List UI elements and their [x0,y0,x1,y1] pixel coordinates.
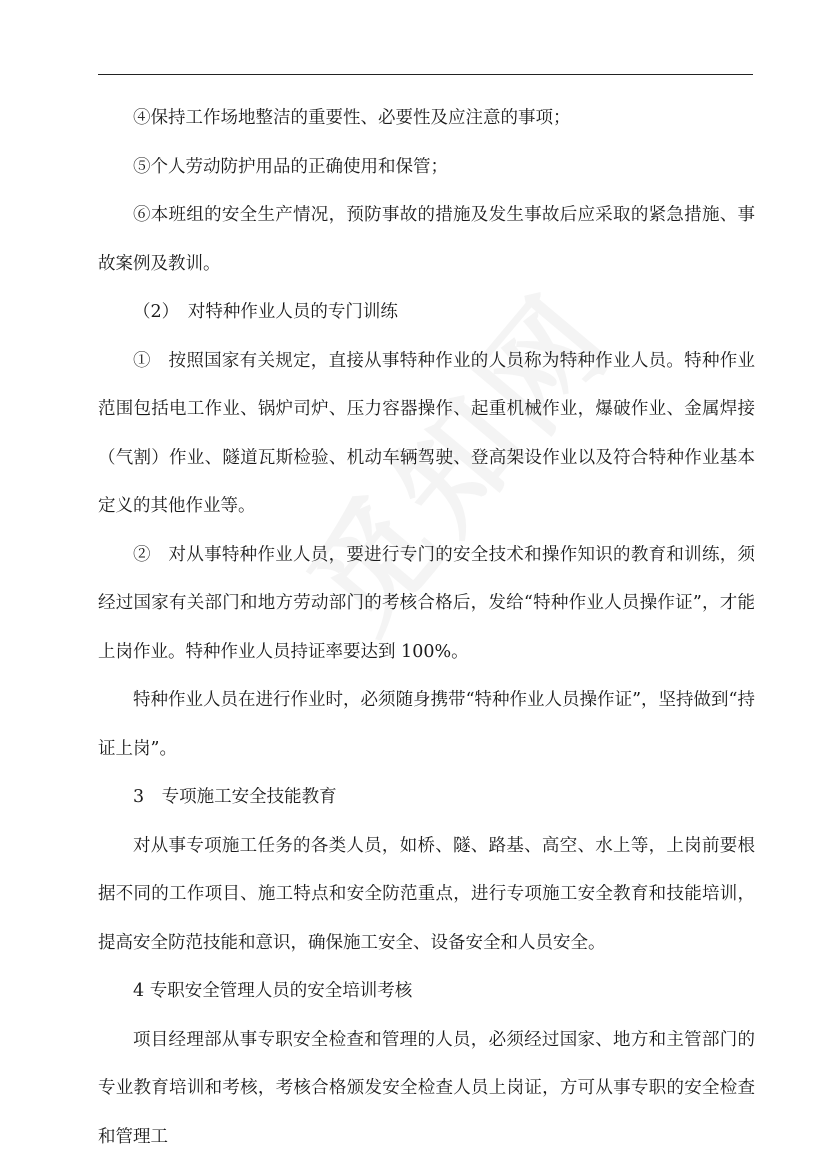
section-heading-special-ops: （2） 对特种作业人员的专门训练 [133,302,398,322]
paragraph-section-3: 对从事专项施工任务的各类人员，如桥、隧、路基、高空、水上等，上岗前要根据不同的工作项目、施工特点和安全防范重点，进行专项施工安全教育和技能培训，提高安全防范技能和意识，确保施工安全、设备安全和人员安全。 [98,835,755,953]
paragraph-special-ops-3: 特种作业人员在进行作业时，必须随身携带“特种作业人员操作证”，坚持做到“持证上岗”。 [98,690,755,759]
document-body [98,94,755,1161]
paragraph-item-6: ⑥本班组的安全生产情况，预防事故的措施及发生事故后应采取的紧急措施、事故案例及教训。 [98,205,755,274]
paragraph-section-4: 项目经理部从事专职安全检查和管理的人员，必须经过国家、地方和主管部门的专业教育培训和考核，考核合格颁发安全检查人员上岗证，方可从事专职的安全检查和管理工 [98,1029,755,1147]
section-heading-4: 4 专职安全管理人员的安全培训考核 [133,981,413,1001]
section-heading-3: 3 专项施工安全技能教育 [133,787,337,807]
header-rule [98,74,753,75]
paragraph-item-5: ⑤个人劳动防护用品的正确使用和保管； [133,156,448,177]
paragraph-item-4: ④保持工作场地整洁的重要性、必要性及应注意的事项； [133,108,571,128]
paragraph-special-ops-1: ① 按照国家有关规定，直接从事特种作业的人员称为特种作业人员。特种作业范围包括电工作业、锅炉司炉、压力容器操作、起重机械作业，爆破作业、金属焊接（气割）作业、隧道瓦斯检验、机动车辆驾驶、登高架设作业以及符合特种作业基本定义的其他作业等。 [98,350,755,516]
paragraph-special-ops-2: ② 对从事特种作业人员，要进行专门的安全技术和操作知识的教育和训练，须经过国家有关部门和地方劳动部门的考核合格后，发给“特种作业人员操作证”，才能上岗作业。特种作业人员持证率要达到 100%。 [98,544,755,662]
